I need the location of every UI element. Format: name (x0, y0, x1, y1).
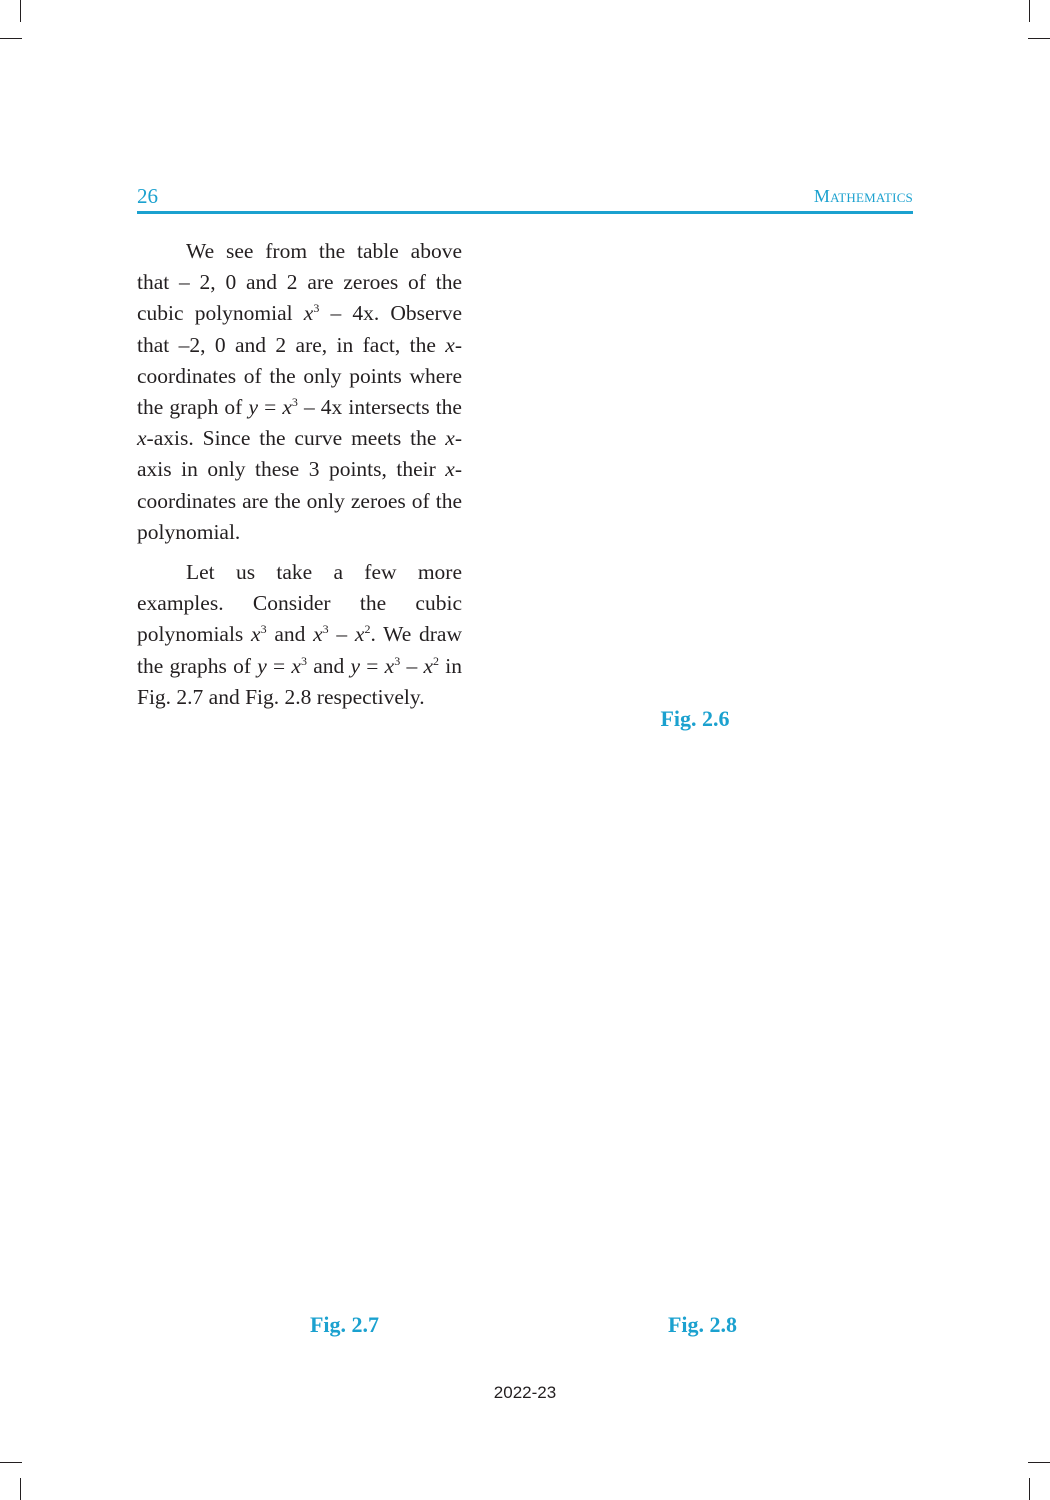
crop-mark (1028, 1462, 1050, 1463)
paragraph: Let us take a few more examples. Consider the cubic polynomials $x^3$ and $x^3 - x^2$. We draw the graphs of $y = x^3$ and $y = x^3 - x^2$ in Fig. 2.7 and Fig. 2.8 respectively. (137, 560, 463, 709)
figure-caption: Fig. 2.7 (309, 1312, 380, 1337)
figure-caption: Fig. 2.8 (667, 1312, 738, 1337)
paragraph: We see from the table above that – 2, 0 and 2 are zeroes of the cubic polynomial $x^3 - 4x$. Observe that –2, 0 and 2 are, in fact, the x-coordinates of the only points where the graph of $y = x^3 - 4x$ intersects the x-axis. Since the curve meets the x-axis in only these 3 points, their x-coordinates are the only zeroes of the polynomial. (137, 239, 463, 544)
page-number: 26 (137, 184, 158, 208)
body-text (137, 236, 462, 713)
crop-mark (1029, 1478, 1030, 1500)
crop-mark (0, 1462, 22, 1463)
crop-mark (20, 1478, 21, 1500)
crop-mark (20, 0, 21, 22)
running-title: Mathematics (813, 186, 913, 206)
page-header (137, 184, 913, 210)
graph-fig-2-8 (536, 745, 912, 1303)
crop-mark (1028, 38, 1050, 39)
figure-caption: Fig. 2.6 (660, 706, 730, 731)
crop-mark (0, 38, 22, 39)
graph-fig-2-6 (478, 236, 912, 688)
footer-year: 2022-23 (493, 1383, 557, 1402)
crop-mark (1029, 0, 1030, 22)
header-rule (137, 211, 913, 214)
graph-fig-2-7 (157, 745, 514, 1303)
